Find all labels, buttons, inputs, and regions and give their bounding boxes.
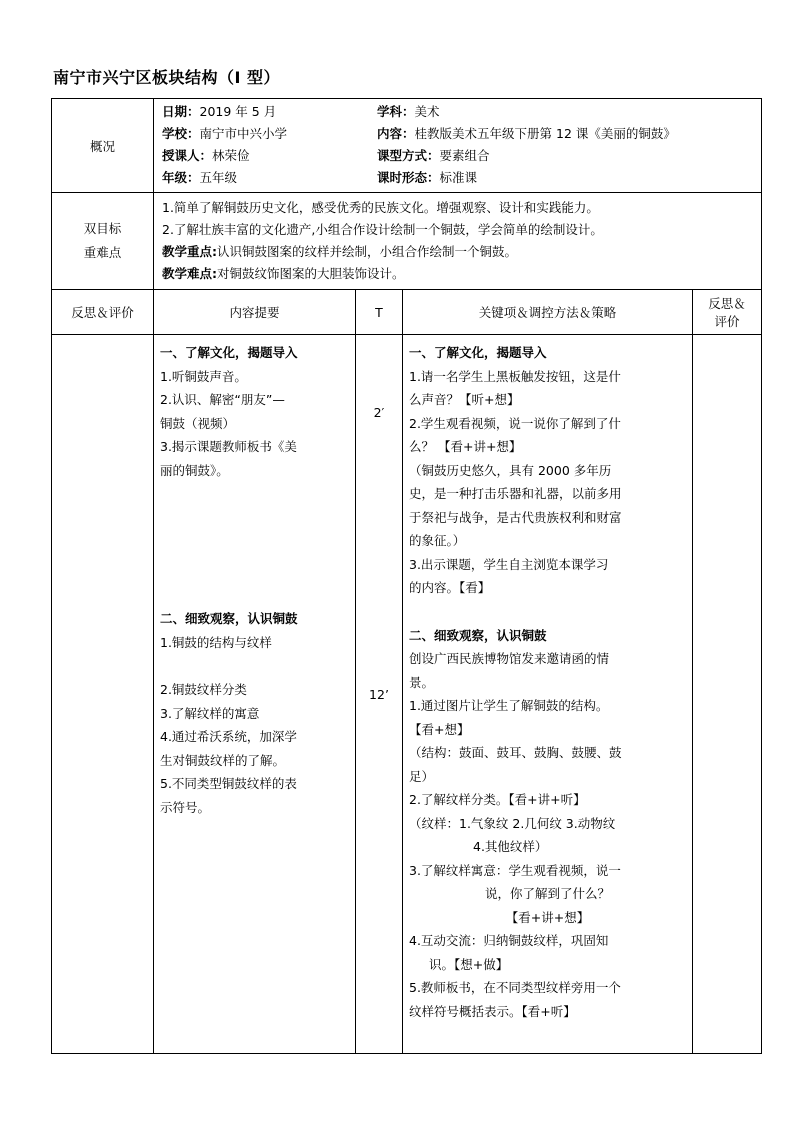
time-section-2: 12’ [369,687,389,702]
content-section-2-item: 1.铜鼓的结构与纹样 [160,634,272,650]
overview-field-value: 标准课 [439,170,478,185]
overview-label: 概况 [52,99,154,193]
content-section-1-item: 2.认识、解密“朋友”— [160,392,285,407]
header-reflection-left: 反思＆评价 [52,290,154,335]
key-point-text: 认识铜鼓图案的纹样并绘制，小组合作绘制一个铜鼓。 [217,244,518,259]
content-section-2-item: 3.了解纹样的寓意 [160,705,260,721]
header-reflection-line1: 反思＆ [708,296,746,311]
strategy-line: 足） [409,768,435,784]
content-section-1-title: 一、了解文化，揭题导入 [160,345,298,360]
overview-field [377,146,761,166]
strategy-line: 纹样符号概括表示。【看+听】 [409,1003,576,1019]
key-point [162,241,755,263]
strategy-line: 4.其他纹样） [473,839,548,854]
strategy-line: 于祭祀与战争，是古代贵族权利和财富 [409,509,622,525]
overview-field-value: 五年级 [199,170,238,185]
overview-field-value: 2019 年 5 月 [199,104,277,119]
overview-field-label: 授课人： [162,148,213,163]
reflection-right-cell [693,335,762,1054]
page-title: 南宁市兴宁区板块结构（I 型） [53,68,281,87]
strategy-line: 创设广西民族博物馆发来邀请函的情 [409,651,610,666]
overview-field-value: 桂教版美术五年级下册第 12 课《美丽的铜鼓》 [414,126,676,141]
goals-label-line1: 双目标 [83,221,122,236]
overview-field-value: 南宁市中兴小学 [199,126,288,141]
strategy-line: 么？ 【看+讲+想】 [409,439,522,454]
overview-field-label: 课时形态： [377,170,440,185]
strategy-line: 么声音？【听+想】 [409,392,520,407]
header-time: T [356,290,403,335]
overview-field [162,168,377,188]
strategy-line: 的内容。【看】 [409,580,491,595]
overview-field [162,146,377,166]
overview-field-label: 学科： [377,104,415,119]
content-section-1-item: 1.听铜鼓声音。 [160,368,247,384]
strategy-line: 说，你了解到了什么？ [484,886,610,901]
time-section-1: 2′ [373,405,385,420]
strategy-line: （结构：鼓面、鼓耳、鼓胸、鼓腰、鼓 [409,745,622,760]
overview-field [162,102,377,122]
overview-field [377,124,761,144]
overview-field-value: 林荣俭 [212,148,250,163]
reflection-left-cell [52,335,154,1054]
goals-row [52,193,762,290]
content-section-1-item: 铜鼓（视频） [160,415,236,431]
goal-line-1: 1.简单了解铜鼓历史文化，感受优秀的民族文化。增强观察、设计和实践能力。 [162,200,599,215]
strategy-line: 1.请一名学生上黑板触发按钮，这是什 [409,368,621,384]
strategy-section-1-title: 一、了解文化，揭题导入 [409,345,547,360]
strategy-line: 3.了解纹样寓意：学生观看视频，说一 [409,862,621,878]
overview-field-label: 日期： [162,104,200,119]
strategy-line: （铜鼓历史悠久，具有 2000 多年历 [409,462,612,478]
overview-field-value: 要素组合 [439,148,490,163]
content-section-2-item: 5.不同类型铜鼓纹样的表 [160,776,297,791]
key-point-label: 教学重点: [162,244,217,259]
overview-field [162,124,377,144]
strategy-line: 4.互动交流：归纳铜鼓纹样，巩固知 [409,933,609,948]
overview-field-label: 内容： [377,126,415,141]
overview-field-label: 学校： [162,126,200,141]
difficult-point-text: 对铜鼓纹饰图案的大胆装饰设计。 [217,266,405,281]
strategy-line: 【看+讲+想】 [505,909,590,925]
goals-content [154,193,762,290]
strategy-line: 史，是一种打击乐器和礼器，以前多用 [409,486,622,501]
time-cell [356,335,403,1054]
content-section-1-item: 3.揭示课题教师板书《美 [160,439,297,454]
header-content-summary: 内容提要 [154,290,356,335]
strategy-line: 【看+想】 [409,721,470,737]
strategy-line: 识。【想+做】 [429,956,509,972]
strategy-line: 1.通过图片让学生了解铜鼓的结构。 [409,698,609,713]
strategy-line: 景。 [409,674,435,690]
content-section-2-item: 生对铜鼓纹样的了解。 [160,752,286,768]
header-strategy: 关键项＆调控方法＆策略 [403,290,693,335]
content-section-2-title: 二、细致观察，认识铜鼓 [160,611,298,626]
strategy-section-2-title: 二、细致观察，认识铜鼓 [409,627,547,643]
overview-field-value: 美术 [414,104,440,119]
overview-field [377,102,761,122]
lesson-body-row [52,335,762,1054]
difficult-point [162,263,755,285]
strategy-line: （纹样：1.气象纹 2.几何纹 3.动物纹 [409,815,616,831]
strategy-line: 的象征。） [409,533,466,548]
strategy-line: 5.教师板书，在不同类型纹样旁用一个 [409,980,621,995]
strategy-cell [403,335,693,1054]
content-section-1-item: 丽的铜鼓》。 [160,462,229,478]
strategy-line: 2.了解纹样分类。【看+讲+听】 [409,792,586,807]
overview-content [154,99,762,193]
content-section-2-item: 示符号。 [160,799,211,815]
content-summary-cell [154,335,356,1054]
header-reflection-line2: 评价 [714,314,740,329]
overview-field-label: 课型方式： [377,148,440,163]
lesson-plan-table [51,98,762,1054]
goal-line-2: 2.了解壮族丰富的文化遗产,小组合作设计绘制一个铜鼓，学会简单的绘制设计。 [162,222,603,237]
goals-label-line2: 重难点 [83,245,122,260]
overview-field [377,168,761,188]
goals-label [52,193,154,290]
content-section-2-item: 4.通过希沃系统，加深学 [160,729,297,744]
column-header-row [52,290,762,335]
header-reflection-right [693,290,762,335]
overview-field-label: 年级： [162,170,200,185]
content-section-2-item: 2.铜鼓纹样分类 [160,682,247,697]
difficult-point-label: 教学难点: [162,266,217,281]
strategy-line: 2.学生观看视频，说一说你了解到了什 [409,415,621,431]
overview-row [52,99,762,193]
strategy-line: 3.出示课题，学生自主浏览本课学习 [409,556,609,572]
